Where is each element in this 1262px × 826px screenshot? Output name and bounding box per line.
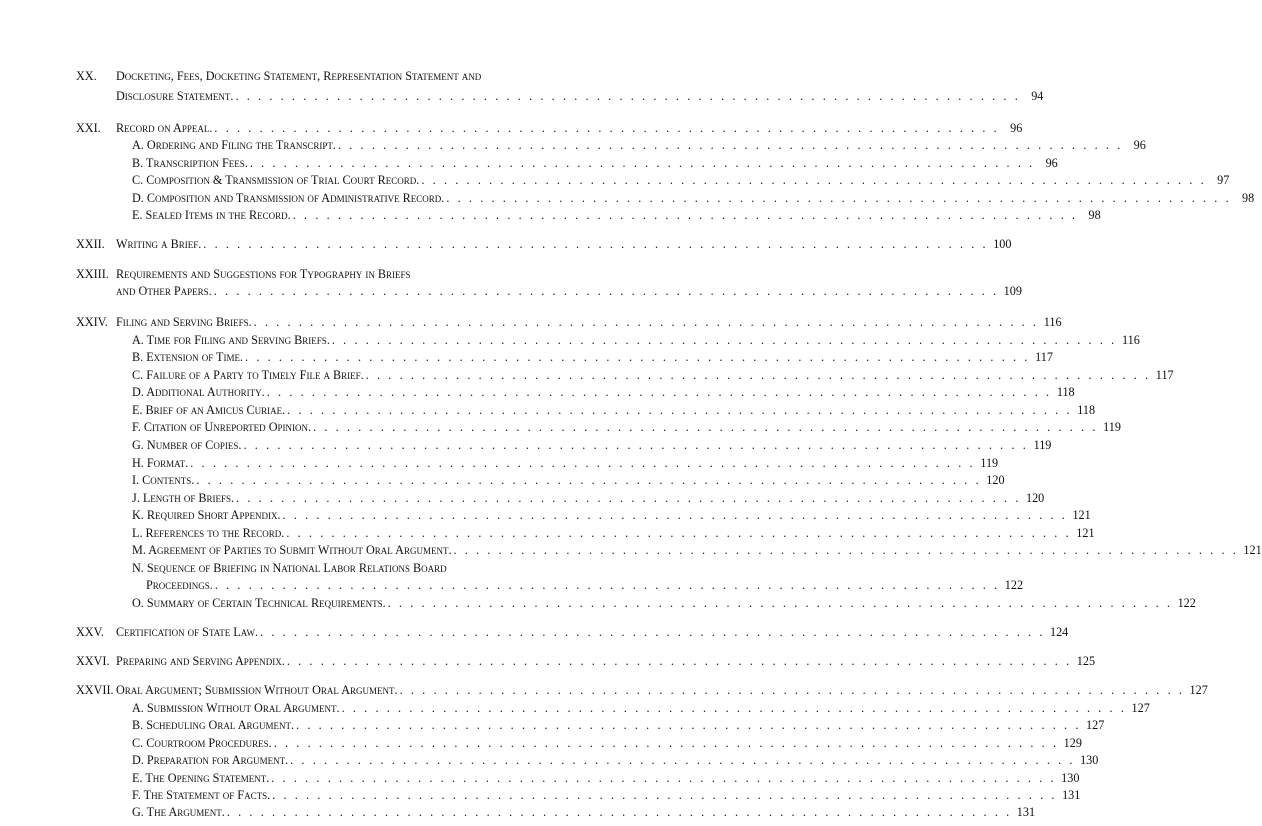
page-number: 97 <box>1217 173 1230 188</box>
leader-dots: . . . . . . . . . . . . . . . . . . . . . . . . . . . . . . . . . . . . . . . . . . . . . . . . . . . . . . . . . . . . . . . . . . . . . . <box>286 525 1072 540</box>
sub-title: C. Failure of a Party to Timely File a Brief. <box>132 367 364 382</box>
page-number: 98 <box>1088 208 1101 223</box>
page-number: 130 <box>1061 770 1080 785</box>
toc-sub-entry <box>76 367 1174 383</box>
leader-dots: . . . . . . . . . . . . . . . . . . . . . . . . . . . . . . . . . . . . . . . . . . . . . . . . . . . . . . . . . . . . . . . . . . . . . . <box>287 402 1073 417</box>
leader-dots: . . . . . . . . . . . . . . . . . . . . . . . . . . . . . . . . . . . . . . . . . . . . . . . . . . . . . . . . . . . . . . . . . . . . . . <box>243 438 1029 452</box>
page-number: 129 <box>1063 735 1082 750</box>
toc-sub-entry-cont <box>76 577 1024 593</box>
page-number: 120 <box>986 473 1005 487</box>
page-number: 131 <box>1062 788 1081 803</box>
leader-dots: . . . . . . . . . . . . . . . . . . . . . . . . . . . . . . . . . . . . . . . . . . . . . . . . . . . . . . . . . . . . . . . . . . . . . . <box>387 595 1173 610</box>
page-number: 117 <box>1035 350 1053 365</box>
sub-title: G. Number of Copies. <box>132 438 242 452</box>
sub-title: F. The Statement of Facts. <box>132 788 271 803</box>
leader-dots: . . . . . . . . . . . . . . . . . . . . . . . . . . . . . . . . . . . . . . . . . . . . . . . . . . . . . . . . . . . . . . . . . . . . . . <box>203 237 989 252</box>
toc-sub-entry <box>76 455 999 471</box>
leader-dots: . . . . . . . . . . . . . . . . . . . . . . . . . . . . . . . . . . . . . . . . . . . . . . . . . . . . . . . . . . . . . . . . . . . . . . <box>331 332 1117 347</box>
page-number: 124 <box>1049 624 1069 639</box>
section-title-cont: Disclosure Statement. <box>116 89 234 104</box>
leader-dots: . . . . . . . . . . . . . . . . . . . . . . . . . . . . . . . . . . . . . . . . . . . . . . . . . . . . . . . . . . . . . . . . . . . . . . <box>266 385 1052 400</box>
toc-sub-entry <box>76 349 1053 365</box>
leader-dots: . . . . . . . . . . . . . . . . . . . . . . . . . . . . . . . . . . . . . . . . . . . . . . . . . . . . . . . . . . . . . . . . . . . . . . <box>226 805 1012 819</box>
page-number: 118 <box>1056 385 1075 400</box>
toc-entry-xxvii <box>76 682 1208 698</box>
page-number: 117 <box>1155 367 1174 382</box>
sub-title: O. Summary of Certain Technical Requirements. <box>132 595 386 610</box>
toc-entry-xx-cont <box>76 88 1044 104</box>
toc-sub-entry <box>76 507 1091 523</box>
sub-title: M. Agreement of Parties to Submit Without Oral Argument. <box>132 543 452 558</box>
section-title: Writing a Brief. <box>116 237 202 252</box>
leader-dots: . . . . . . . . . . . . . . . . . . . . . . . . . . . . . . . . . . . . . . . . . . . . . . . . . . . . . . . . . . . . . . . . . . . . . . <box>196 473 982 487</box>
sub-title: A. Ordering and Filing the Transcript. <box>132 138 336 153</box>
sub-title: L. References to the Record. <box>132 525 285 540</box>
toc-sub-entry <box>76 700 1150 716</box>
toc-sub-entry <box>76 595 1196 611</box>
sub-title: B. Scheduling Oral Argument. <box>132 718 295 733</box>
leader-dots: . . . . . . . . . . . . . . . . . . . . . . . . . . . . . . . . . . . . . . . . . . . . . . . . . . . . . . . . . . . . . . . . . . . . . . <box>296 718 1081 733</box>
leader-dots: . . . . . . . . . . . . . . . . . . . . . . . . . . . . . . . . . . . . . . . . . . . . . . . . . . . . . . . . . . . . . . . . . . . . . . <box>249 155 1035 170</box>
page-number: 96 <box>1010 120 1023 135</box>
page-number: 127 <box>1086 718 1105 733</box>
section-number: XXV. <box>76 624 104 639</box>
toc-sub-entry <box>76 560 560 576</box>
sub-title: D. Additional Authority. <box>132 385 265 400</box>
section-title-cont: and Other Papers. <box>116 284 212 299</box>
sub-title: Proceedings. <box>146 578 213 593</box>
toc-sub-entry <box>76 384 1075 400</box>
page-number: 122 <box>1004 578 1024 593</box>
sub-title: D. Preparation for Argument. <box>132 753 289 768</box>
leader-dots: . . . . . . . . . . . . . . . . . . . . . . . . . . . . . . . . . . . . . . . . . . . . . . . . . . . . . . . . . . . . . . . . . . . . . . <box>292 208 1078 223</box>
toc-sub-entry <box>76 437 1052 453</box>
toc-sub-entry <box>76 525 1095 541</box>
page-number: 116 <box>1121 332 1140 347</box>
page-number: 119 <box>1033 438 1052 452</box>
leader-dots: . . . . . . . . . . . . . . . . . . . . . . . . . . . . . . . . . . . . . . . . . . . . . . . . . . . . . . . . . . . . . . . . . . . . . . <box>214 578 1000 593</box>
leader-dots: . . . . . . . . . . . . . . . . . . . . . . . . . . . . . . . . . . . . . . . . . . . . . . . . . . . . . . . . . . . . . . . . . . . . . . <box>290 753 1076 768</box>
leader-dots: . . . . . . . . . . . . . . . . . . . . . . . . . . . . . . . . . . . . . . . . . . . . . . . . . . . . . . . . . . . . . . . . . . . . . . <box>245 350 1030 365</box>
leader-dots: . . . . . . . . . . . . . . . . . . . . . . . . . . . . . . . . . . . . . . . . . . . . . . . . . . . . . . . . . . . . . . . . . . . . . . <box>214 120 1000 135</box>
page-number: 130 <box>1080 753 1099 768</box>
page-number: 127 <box>1189 683 1208 698</box>
leader-dots: . . . . . . . . . . . . . . . . . . . . . . . . . . . . . . . . . . . . . . . . . . . . . . . . . . . . . . . . . . . . . . . . . . . . . . <box>260 624 1045 639</box>
leader-dots: . . . . . . . . . . . . . . . . . . . . . . . . . . . . . . . . . . . . . . . . . . . . . . . . . . . . . . . . . . . . . . . . . . . . . . <box>341 700 1127 715</box>
sub-title: C. Composition & Transmission of Trial Court Record. <box>132 173 420 188</box>
toc-sub-entry <box>76 419 1121 435</box>
sub-title: G. The Argument. <box>132 805 225 819</box>
leader-dots: . . . . . . . . . . . . . . . . . . . . . . . . . . . . . . . . . . . . . . . . . . . . . . . . . . . . . . . . . . . . . . . . . . . . . . <box>235 89 1021 104</box>
toc-sub-entry <box>76 155 1058 171</box>
page-number: 131 <box>1016 805 1036 819</box>
section-title: Certification of State Law. <box>116 624 259 639</box>
section-title: Preparing and Serving Appendix. <box>116 654 285 669</box>
sub-title: B. Transcription Fees. <box>132 155 248 170</box>
page-number: 94 <box>1031 89 1044 104</box>
toc-sub-entry <box>76 735 1082 751</box>
sub-title: A. Submission Without Oral Argument. <box>132 700 340 715</box>
toc-sub-entry <box>76 190 1255 206</box>
sub-title: B. Extension of Time. <box>132 350 244 365</box>
toc-sub-entry <box>76 402 1096 418</box>
sub-title: D. Composition and Transmission of Administrative Record. <box>132 190 445 205</box>
sub-title: E. Brief of an Amicus Curiae. <box>132 402 286 417</box>
toc-entry-xx <box>76 68 560 84</box>
section-number: XXI. <box>76 120 101 135</box>
sub-title: J. Length of Briefs. <box>132 490 235 505</box>
leader-dots: . . . . . . . . . . . . . . . . . . . . . . . . . . . . . . . . . . . . . . . . . . . . . . . . . . . . . . . . . . . . . . . . . . . . . . <box>399 683 1185 698</box>
toc-entry-xxv <box>76 624 1069 640</box>
page-number: 121 <box>1072 508 1091 523</box>
page-number: 119 <box>1103 420 1121 435</box>
leader-dots: . . . . . . . . . . . . . . . . . . . . . . . . . . . . . . . . . . . . . . . . . . . . . . . . . . . . . . . . . . . . . . . . . . . . . . <box>282 508 1068 523</box>
toc-sub-entry <box>76 172 1230 188</box>
page-number: 116 <box>1043 315 1062 330</box>
page-number: 100 <box>993 237 1012 252</box>
toc-sub-entry <box>76 804 1036 820</box>
sub-title: A. Time for Filing and Serving Briefs. <box>132 332 330 347</box>
toc-entry-xxiii-cont <box>76 283 1022 299</box>
sub-title: N. Sequence of Briefing in National Labor Relations Board <box>132 560 447 575</box>
leader-dots: . . . . . . . . . . . . . . . . . . . . . . . . . . . . . . . . . . . . . . . . . . . . . . . . . . . . . . . . . . . . . . . . . . . . . . <box>446 190 1232 205</box>
toc-sub-entry <box>76 717 1105 733</box>
page-number: 122 <box>1177 595 1196 610</box>
section-number: XXVII. <box>76 683 114 698</box>
section-number: XXVI. <box>76 654 110 669</box>
page-number: 127 <box>1131 700 1150 715</box>
toc-sub-entry <box>76 332 1140 348</box>
section-number: XXIII. <box>76 266 109 281</box>
leader-dots: . . . . . . . . . . . . . . . . . . . . . . . . . . . . . . . . . . . . . . . . . . . . . . . . . . . . . . . . . . . . . . . . . . . . . . <box>337 138 1123 153</box>
page-number: 96 <box>1045 155 1058 170</box>
toc-sub-entry <box>76 490 1045 506</box>
section-title: Record on Appeal. <box>116 120 213 135</box>
page-number: 98 <box>1242 190 1255 205</box>
leader-dots: . . . . . . . . . . . . . . . . . . . . . . . . . . . . . . . . . . . . . . . . . . . . . . . . . . . . . . . . . . . . . . . . . . . . . . <box>453 543 1239 558</box>
toc-entry-xxii <box>76 236 1012 252</box>
leader-dots: . . . . . . . . . . . . . . . . . . . . . . . . . . . . . . . . . . . . . . . . . . . . . . . . . . . . . . . . . . . . . . . . . . . . . . <box>273 735 1059 750</box>
toc-sub-entry <box>76 787 1081 803</box>
sub-title: H. Format. <box>132 455 189 470</box>
page-number: 109 <box>1003 284 1022 299</box>
toc-sub-entry <box>76 137 1146 153</box>
toc-entry-xxvi <box>76 653 1096 669</box>
toc-sub-entry <box>76 542 1262 558</box>
toc-sub-entry <box>76 207 1101 223</box>
toc-sub-entry <box>76 770 1080 786</box>
sub-title: E. The Opening Statement. <box>132 770 270 785</box>
toc-sub-entry <box>76 752 1099 768</box>
section-number: XX. <box>76 69 97 83</box>
toc-entry-xxi <box>76 120 1023 136</box>
page-number: 96 <box>1133 138 1146 153</box>
toc-sub-entry <box>76 472 1005 488</box>
section-number: XXII. <box>76 237 105 252</box>
leader-dots: . . . . . . . . . . . . . . . . . . . . . . . . . . . . . . . . . . . . . . . . . . . . . . . . . . . . . . . . . . . . . . . . . . . . . . <box>421 173 1207 188</box>
section-number: XXIV. <box>76 315 108 330</box>
page-number: 121 <box>1243 543 1262 558</box>
leader-dots: . . . . . . . . . . . . . . . . . . . . . . . . . . . . . . . . . . . . . . . . . . . . . . . . . . . . . . . . . . . . . . . . . . . . . . <box>213 284 999 299</box>
sub-title: K. Required Short Appendix. <box>132 508 281 523</box>
leader-dots: . . . . . . . . . . . . . . . . . . . . . . . . . . . . . . . . . . . . . . . . . . . . . . . . . . . . . . . . . . . . . . . . . . . . . . <box>286 654 1072 669</box>
page-number: 120 <box>1025 490 1045 505</box>
page-number: 118 <box>1077 402 1096 417</box>
page-number: 121 <box>1076 525 1095 540</box>
sub-title: F. Citation of Unreported Opinion. <box>132 420 312 435</box>
leader-dots: . . . . . . . . . . . . . . . . . . . . . . . . . . . . . . . . . . . . . . . . . . . . . . . . . . . . . . . . . . . . . . . . . . . . . . <box>190 455 976 470</box>
page-number: 119 <box>980 455 999 470</box>
sub-title: I. Contents. <box>132 473 195 487</box>
page-number: 125 <box>1076 654 1096 669</box>
sub-title: C. Courtroom Procedures. <box>132 735 272 750</box>
section-title: Oral Argument; Submission Without Oral Argument. <box>116 683 398 698</box>
leader-dots: . . . . . . . . . . . . . . . . . . . . . . . . . . . . . . . . . . . . . . . . . . . . . . . . . . . . . . . . . . . . . . . . . . . . . . <box>313 420 1098 435</box>
section-title: Docketing, Fees, Docketing Statement, Representation Statement and <box>116 69 482 83</box>
leader-dots: . . . . . . . . . . . . . . . . . . . . . . . . . . . . . . . . . . . . . . . . . . . . . . . . . . . . . . . . . . . . . . . . . . . . . . <box>365 367 1151 382</box>
sub-title: E. Sealed Items in the Record. <box>132 208 291 223</box>
toc-entry-xxiv <box>76 314 1062 330</box>
section-title: Filing and Serving Briefs. <box>116 315 252 330</box>
leader-dots: . . . . . . . . . . . . . . . . . . . . . . . . . . . . . . . . . . . . . . . . . . . . . . . . . . . . . . . . . . . . . . . . . . . . . . <box>236 490 1021 505</box>
section-title: Requirements and Suggestions for Typography in Briefs <box>116 266 411 281</box>
leader-dots: . . . . . . . . . . . . . . . . . . . . . . . . . . . . . . . . . . . . . . . . . . . . . . . . . . . . . . . . . . . . . . . . . . . . . . <box>272 788 1058 803</box>
leader-dots: . . . . . . . . . . . . . . . . . . . . . . . . . . . . . . . . . . . . . . . . . . . . . . . . . . . . . . . . . . . . . . . . . . . . . . <box>271 770 1057 785</box>
leader-dots: . . . . . . . . . . . . . . . . . . . . . . . . . . . . . . . . . . . . . . . . . . . . . . . . . . . . . . . . . . . . . . . . . . . . . . <box>253 315 1039 330</box>
toc-entry-xxiii <box>76 266 560 282</box>
